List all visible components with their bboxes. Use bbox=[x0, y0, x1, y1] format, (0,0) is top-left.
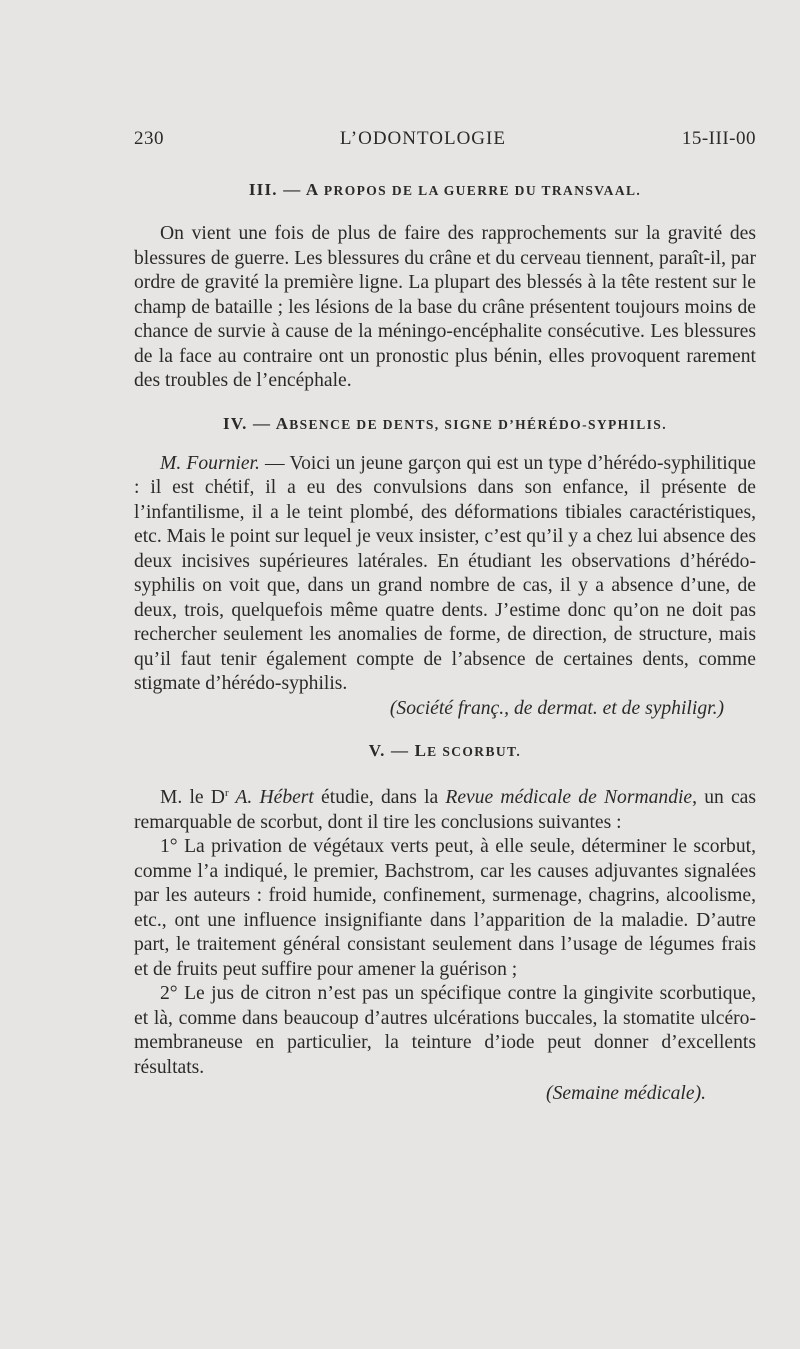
section-5-point-1: 1° La privation de végétaux verts peut, à elle seule, déterminer le scorbut, comme l’a indiqué, le premier, Bachstrom, car les causes adjuvantes signalées par les auteurs : froid humide, confinement, surmenage, chagrins, alcoolisme, etc., ont une influence insignifiante dans l’apparition de la maladie. D’autre part, le traitement général consistant seulement dans l’usage de légumes frais et de fruits peut suffire pour amener la guérison ; bbox=[134, 836, 756, 980]
section-5-source: (Semaine médicale). bbox=[546, 1083, 706, 1104]
section-5-intro: M. le $D^r$ A. Hébert étudie, dans la Revue médicale de Normandie, un cas remarquable de scorbut, dont il tire les conclusions suivantes : bbox=[134, 787, 756, 833]
running-header bbox=[134, 128, 756, 160]
speaker-name: M. Fournier. bbox=[160, 452, 260, 474]
page-number: 230 bbox=[134, 128, 164, 149]
section-5-point-2: 2° Le jus de citron n’est pas un spécifique contre la gingivite scorbutique, et là, comme dans beaucoup d’autres ulcérations buccales, la stomatite ulcéro-membraneuse en particulier, la teinture d’iode peut donner d’excellents résultats. bbox=[134, 983, 756, 1078]
section-4-source: (Société franç., de dermat. et de syphiligr.) bbox=[389, 697, 724, 719]
section-3-title: III. — A PROPOS DE LA GUERRE DU TRANSVAAL. bbox=[248, 180, 642, 199]
issue-date: 15-III-00 bbox=[681, 128, 756, 149]
document-page bbox=[134, 128, 756, 1107]
journal-title: L’ODONTOLOGIE bbox=[339, 128, 506, 149]
section-3-body: On vient une fois de plus de faire des rapprochements sur la gravité des blessures de guerre. Les blessures du crâne et du cerveau tiennent, paraît-il, par ordre de gravité la première ligne. La plupart des blessés à la tête restent sur le champ de bataille ; les lésions de la base du crâne présentent toujours moins de chance de survie à cause de la méningo-encéphalite consécutive. Les blessures de la face au contraire ont un pronostic plus bénin, elles provoquent rarement des troubles de l’encéphale. bbox=[134, 223, 756, 391]
section-4-body: M. Fournier. — Voici un jeune garçon qui est un type d’hérédo-syphilitique : il est chétif, il a eu des convulsions dans son enfance, il présente de l’infantilisme, il a le teint plombé, des déformations tibiales caractéristiques, etc. Mais le point sur lequel je veux insister, c’est qu’il y a chez lui absence des deux incisives supérieures latérales. En étudiant les observations d’hérédo-syphilis on voit que, dans un grand nombre de cas, il y a absence d’une, de deux, trois, quelquefois même quatre dents. J’estime donc qu’on ne doit pas rechercher seulement les anomalies de forme, de direction, de structure, mais qu’il faut tenir également compte de l’absence de certaines dents, comme stigmate d’hérédo-syphilis. bbox=[134, 452, 756, 694]
section-5-title: V. — LE SCORBUT. bbox=[368, 741, 522, 760]
section-4-title: IV. — ABSENCE DE DENTS, SIGNE D’HÉRÉDO-SYPHILIS. bbox=[223, 413, 667, 433]
